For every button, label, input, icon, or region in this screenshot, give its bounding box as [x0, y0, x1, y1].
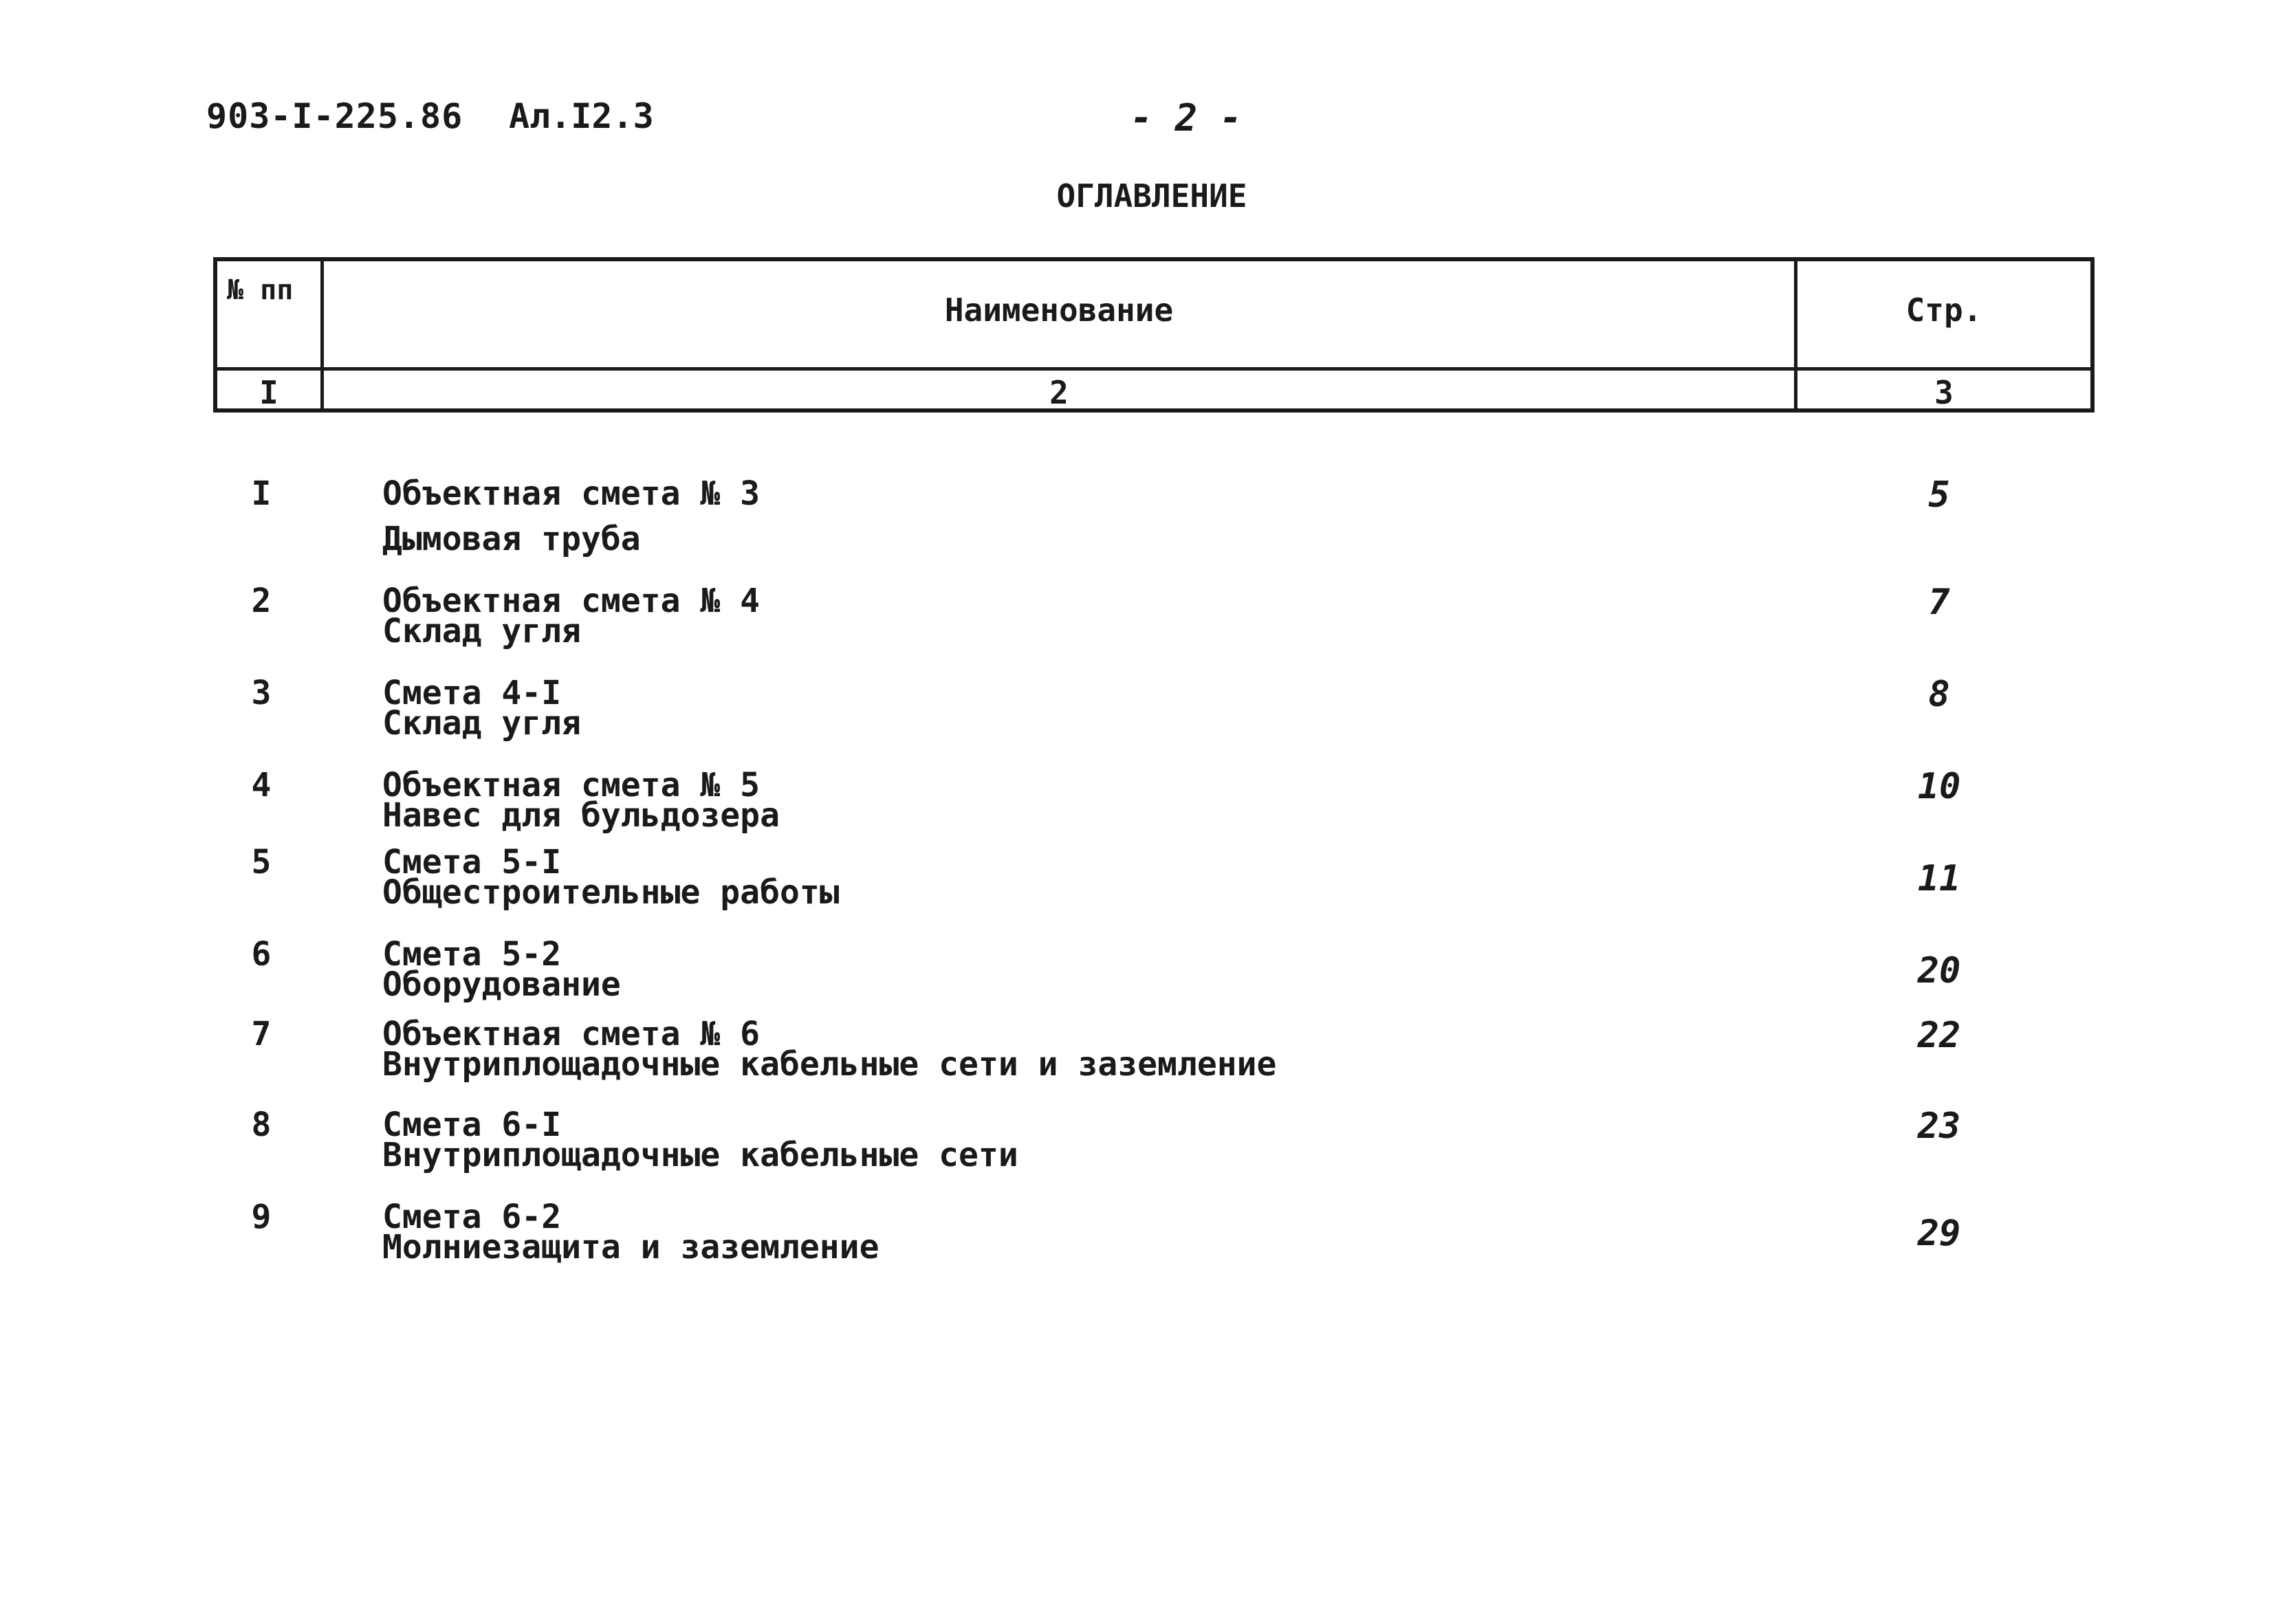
- item-number: 3: [251, 674, 272, 712]
- item-page: 22: [1917, 1015, 1961, 1056]
- item-title: Смета 5-2: [382, 935, 562, 974]
- item-page: 10: [1917, 766, 1961, 807]
- header-col-page: Стр.: [1905, 292, 1982, 329]
- item-subtitle: Молниезащита и заземление: [382, 1228, 879, 1266]
- item-title: Смета 4-I: [382, 674, 562, 712]
- item-page: 7: [1928, 582, 1950, 623]
- item-page: 5: [1928, 474, 1950, 516]
- item-page: 29: [1917, 1213, 1961, 1254]
- item-number: 5: [251, 843, 272, 881]
- item-title: Объектная смета № 5: [382, 766, 761, 804]
- item-subtitle: Склад угля: [382, 704, 581, 743]
- item-number: 9: [251, 1198, 272, 1236]
- item-page: 23: [1917, 1106, 1961, 1147]
- item-title: Смета 6-2: [382, 1198, 562, 1236]
- doc-code: 903-I-225.86: [206, 96, 463, 136]
- header-col-name: Наименование: [944, 292, 1174, 329]
- item-subtitle: Внутриплощадочные кабельные сети: [382, 1136, 1018, 1174]
- header-col-number: № пп: [227, 274, 294, 306]
- item-page: 20: [1917, 950, 1961, 991]
- item-number: 7: [251, 1015, 272, 1053]
- item-subtitle: Общестроительные работы: [382, 873, 840, 912]
- page-title: ОГЛАВЛЕНИЕ: [1056, 177, 1247, 215]
- item-subtitle: Склад угля: [382, 612, 581, 650]
- item-title: Смета 5-I: [382, 843, 562, 881]
- item-title: Смета 6-I: [382, 1106, 562, 1144]
- item-number: I: [251, 474, 272, 513]
- item-number: 4: [251, 766, 272, 804]
- album-number: Ал.I2.3: [509, 96, 654, 136]
- item-title: Объектная смета № 3: [382, 474, 761, 513]
- column-number-2: 2: [1049, 374, 1069, 411]
- item-page: 11: [1917, 858, 1961, 899]
- column-number-3: 3: [1934, 374, 1954, 411]
- item-number: 6: [251, 935, 272, 974]
- item-title: Объектная смета № 6: [382, 1015, 761, 1053]
- item-subtitle: Дымовая труба: [382, 520, 641, 558]
- item-page: 8: [1928, 674, 1950, 715]
- page-number: - 2 -: [1130, 96, 1243, 140]
- item-subtitle: Внутриплощадочные кабельные сети и заземление: [382, 1045, 1277, 1084]
- item-title: Объектная смета № 4: [382, 582, 761, 620]
- item-subtitle: Навес для бульдозера: [382, 796, 780, 835]
- item-number: 2: [251, 582, 272, 620]
- item-number: 8: [251, 1106, 272, 1144]
- column-number-1: I: [259, 374, 278, 411]
- item-subtitle: Оборудование: [382, 965, 621, 1004]
